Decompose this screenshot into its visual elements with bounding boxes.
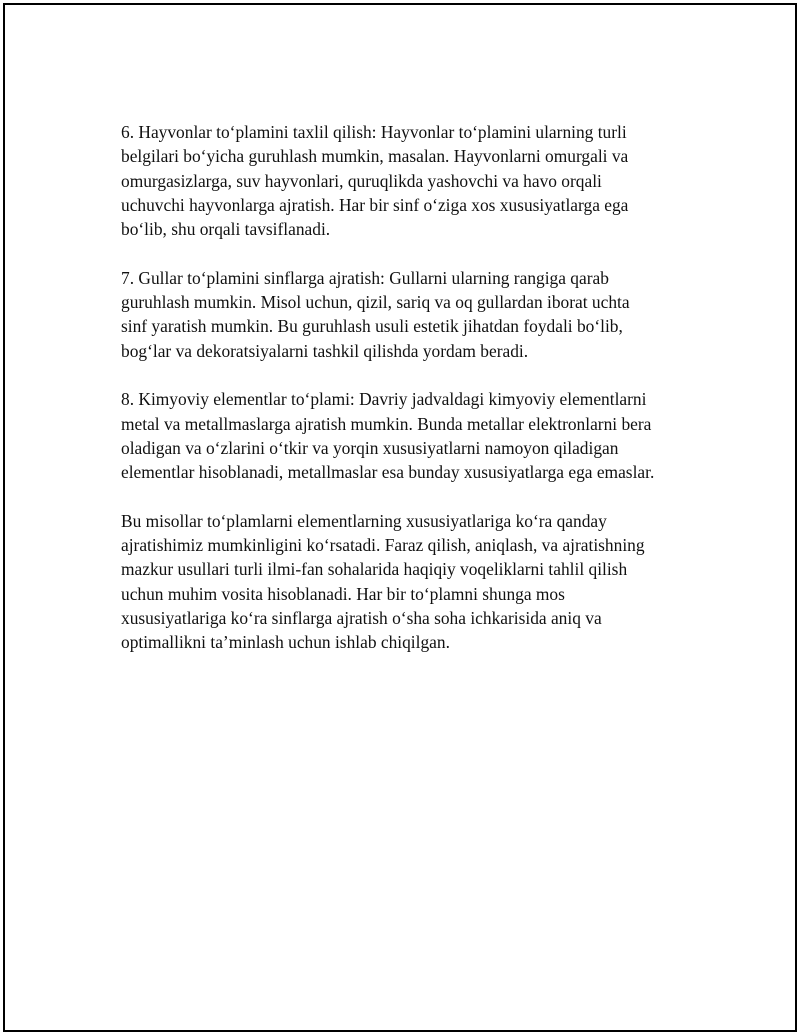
text-line: ajratishimiz mumkinligini ko‘rsatadi. Faraz qilish, aniqlash, va ajratishning — [121, 535, 645, 556]
paragraph-flowers — [121, 266, 711, 363]
text-line: omurgasizlarga, suv hayvonlari, quruqlikda yashovchi va havo orqali — [121, 170, 602, 191]
text-line: sinf yaratish mumkin. Bu guruhlash usuli estetik jihatdan foydali bo‘lib, — [121, 316, 623, 337]
paragraph-conclusion — [121, 509, 711, 655]
document-body — [121, 120, 711, 679]
text-line: bo‘lib, shu orqali tavsiflanadi. — [121, 219, 331, 240]
text-line: uchun muhim vosita hisoblanadi. Har bir to‘plamni shunga mos — [121, 583, 565, 604]
page-frame — [3, 3, 797, 1032]
text-line: optimallikni ta’minlash uchun ishlab chiqilgan. — [121, 632, 450, 653]
text-line: 8. Kimyoviy elementlar to‘plami: Davriy jadvaldagi kimyoviy elementlarni — [121, 389, 647, 410]
paragraph-animals — [121, 120, 711, 241]
paragraph-chemical-elements — [121, 387, 711, 484]
text-line: elementlar hisoblanadi, metallmaslar esa bunday xususiyatlarga ega emaslar. — [121, 462, 655, 483]
text-line: mazkur usullari turli ilmi-fan sohalarida haqiqiy voqeliklarni tahlil qilish — [121, 559, 628, 580]
text-line: xususiyatlariga ko‘ra sinflarga ajratish o‘sha soha ichkarisida aniq va — [121, 607, 602, 628]
text-line: bog‘lar va dekoratsiyalarni tashkil qilishda yordam beradi. — [121, 340, 529, 361]
text-line: 6. Hayvonlar to‘plamini taxlil qilish: Hayvonlar to‘plamini ularning turli — [121, 122, 627, 142]
text-line: uchuvchi hayvonlarga ajratish. Har bir sinf o‘ziga xos xususiyatlarga ega — [121, 194, 629, 215]
text-line: oladigan va o‘zlarini o‘tkir va yorqin xususiyatlarni namoyon qiladigan — [121, 437, 619, 458]
text-line: Bu misollar to‘plamlarni elementlarning xususiyatlariga ko‘ra qanday — [121, 510, 607, 531]
text-line: 7. Gullar to‘plamini sinflarga ajratish: Gullarni ularning rangiga qarab — [121, 267, 609, 288]
text-line: belgilari bo‘yicha guruhlash mumkin, masalan. Hayvonlarni omurgali va — [121, 146, 629, 167]
text-line: metal va metallmaslarga ajratish mumkin. Bunda metallar elektronlarni bera — [121, 413, 652, 434]
text-line: guruhlash mumkin. Misol uchun, qizil, sariq va oq gullardan iborat uchta — [121, 292, 630, 313]
